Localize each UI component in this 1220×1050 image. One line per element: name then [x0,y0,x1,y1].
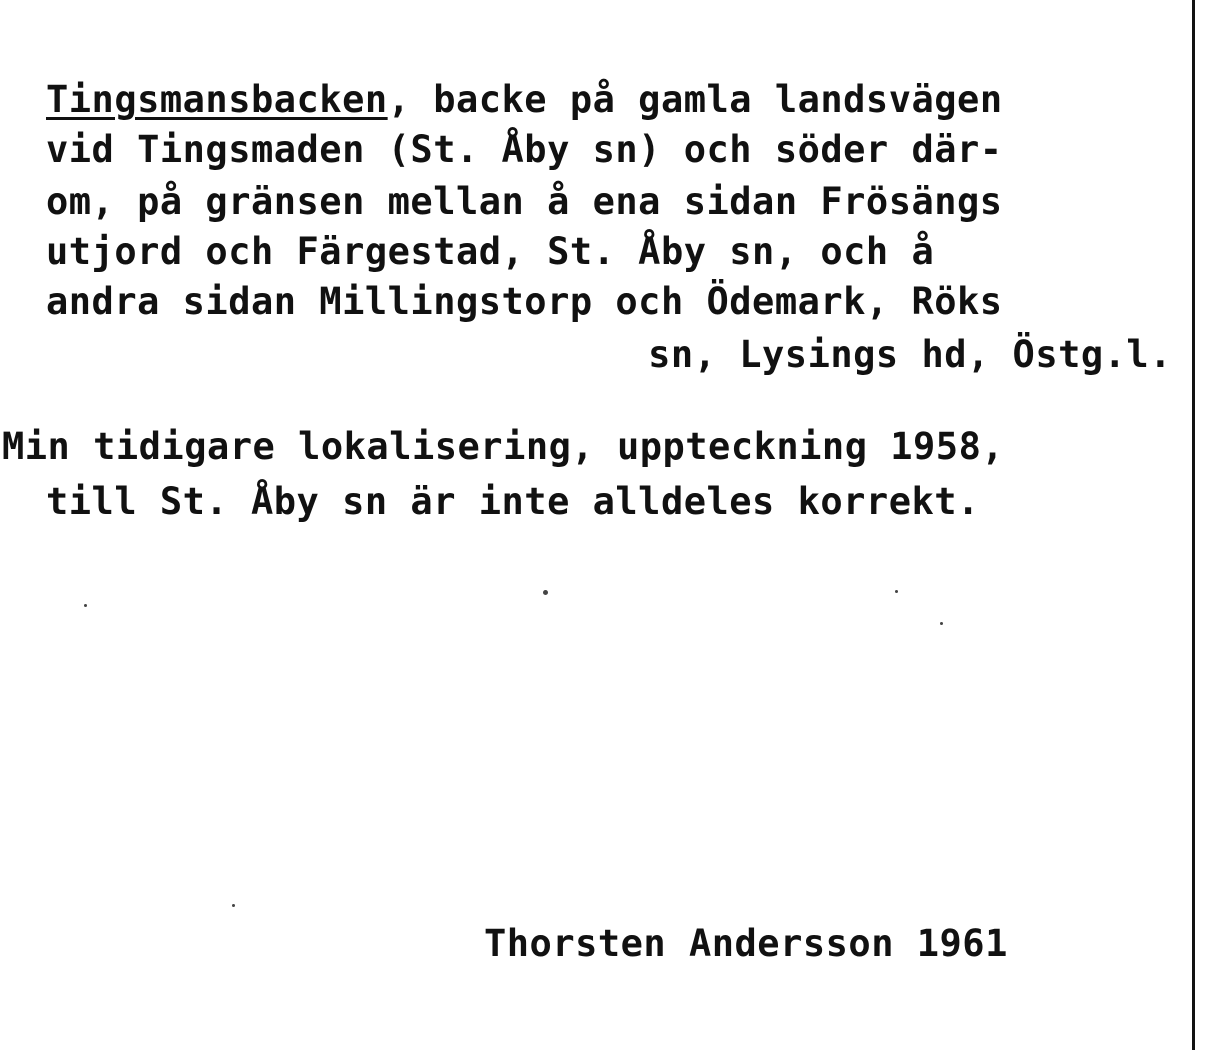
signature: Thorsten Andersson 1961 [484,922,1008,965]
entry-line-5: andra sidan Millingstorp och Ödemark, Röks [46,280,1003,323]
ink-speck [543,590,548,595]
entry-line-6: sn, Lysings hd, Östg.l. [648,333,1172,376]
entry-line-1-rest: , backe på gamla landsvägen [387,78,1003,121]
ink-speck [940,622,943,625]
note-line-2: till St. Åby sn är inte alldeles korrekt. [46,480,980,523]
headword: Tingsmansbacken [46,78,388,121]
ink-speck [84,604,87,607]
ink-speck [232,904,235,907]
entry-line-2: vid Tingsmaden (St. Åby sn) och söder där- [46,128,1003,171]
entry-line-4: utjord och Färgestad, St. Åby sn, och å [46,230,935,273]
entry-line-1 [46,78,1003,122]
entry-line-3: om, på gränsen mellan å ena sidan Frösängs [46,180,1003,223]
card-edge-line [1192,0,1195,1050]
ink-speck [895,590,898,593]
note-line-1: Min tidigare lokalisering, uppteckning 1958, [2,425,1005,468]
